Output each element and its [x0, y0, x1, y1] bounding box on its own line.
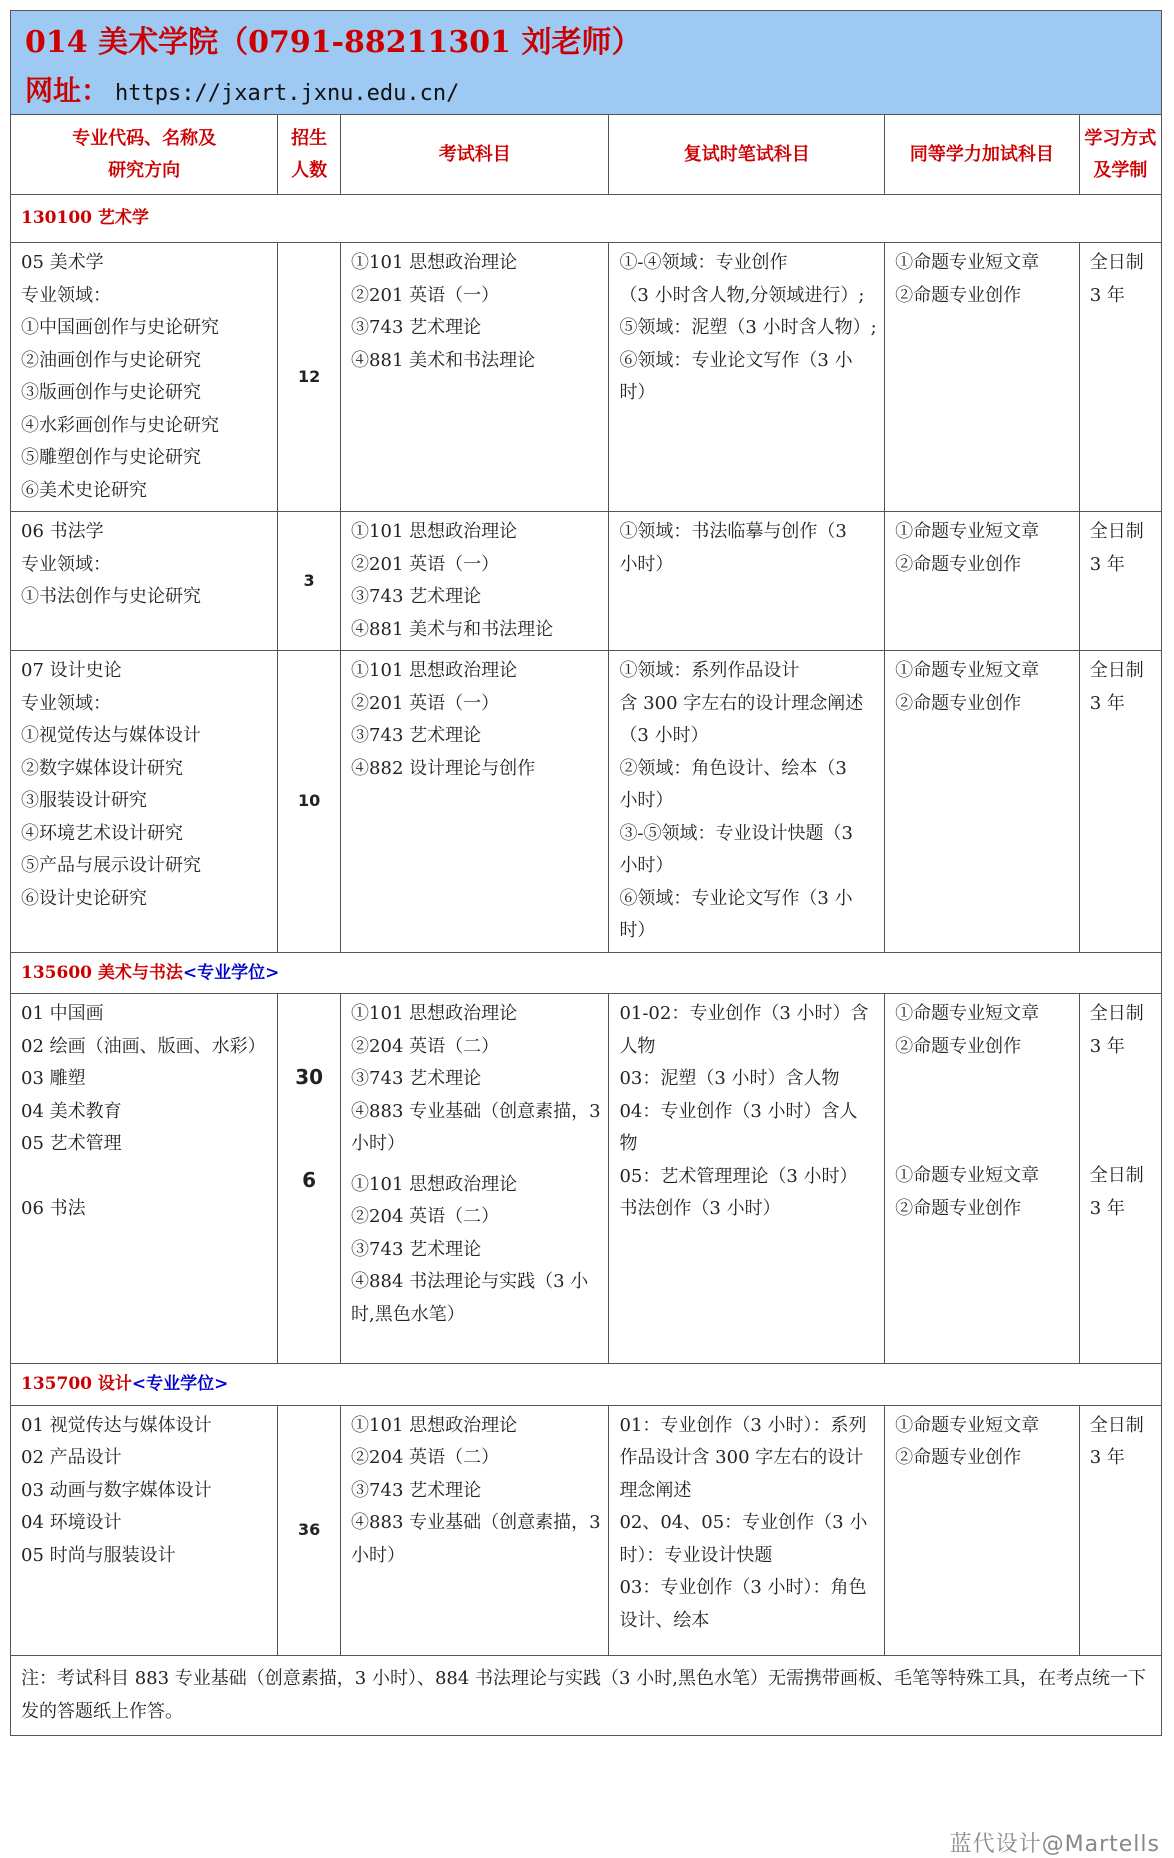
cell-line: ①101 思想政治理论 — [351, 521, 518, 542]
cell-line: ①101 思想政治理论 — [351, 1173, 518, 1195]
cell-line: ③743 艺术理论 — [351, 1068, 482, 1089]
cell-line: 设计、绘本 — [619, 1609, 710, 1631]
cell-line: 05 美术学 — [21, 252, 104, 273]
count-value-b: 6 — [302, 1167, 317, 1192]
col-header-count: 招生 人数 — [278, 115, 341, 195]
spacer — [1090, 1063, 1151, 1160]
mode-cell — [1079, 512, 1161, 651]
note-row — [11, 1655, 1162, 1735]
cell-line: 02、04、05：专业创作（3 小 — [619, 1512, 868, 1533]
cell-line: ④881 美术和书法理论 — [351, 349, 536, 371]
mode-cell — [1079, 1405, 1161, 1655]
extra-cell — [885, 243, 1080, 512]
cell-line: 01 视觉传达与媒体设计 — [21, 1414, 212, 1436]
cell-line: ⑤领域：泥塑（3 小时含人物）; — [619, 317, 877, 338]
cell-line: 01-02：专业创作（3 小时）含 — [619, 1003, 869, 1024]
table-row — [11, 512, 1162, 651]
cell-line: 全日制 — [1089, 1165, 1144, 1186]
watermark: 蓝代设计@Martells — [949, 1832, 1160, 1857]
direction-cell — [11, 243, 278, 512]
cell-line: 02 产品设计 — [21, 1447, 122, 1468]
cell-line: 3 年 — [1089, 553, 1125, 575]
direction-cell — [11, 512, 278, 651]
cell-line: 书法创作（3 小时） — [619, 1198, 781, 1219]
cell-line: 03：泥塑（3 小时）含人物 — [619, 1068, 840, 1089]
cell-line: 3 年 — [1089, 692, 1125, 714]
cell-line: ②领域：角色设计、绘本（3 — [619, 757, 847, 779]
exam-cell — [341, 1405, 609, 1655]
cell-line: 03 雕塑 — [21, 1068, 86, 1089]
cell-line: ①命题专业短文章 — [895, 521, 1040, 542]
admission-table-page — [10, 10, 1162, 1736]
cell-line: 06 书法学 — [21, 521, 104, 542]
cell-line: 03 动画与数字媒体设计 — [21, 1479, 212, 1501]
cell-line: 小时） — [619, 855, 674, 876]
cell-line: ③743 艺术理论 — [351, 725, 482, 746]
cell-line: 时） — [619, 920, 656, 941]
cell-line: ①101 思想政治理论 — [351, 252, 518, 273]
cell-line: 06 书法 — [21, 1197, 86, 1219]
count-cell: 12 — [278, 243, 341, 512]
cell-line: ②命题专业创作 — [895, 1035, 1022, 1057]
count-cell: 3 — [278, 512, 341, 651]
table-row — [11, 651, 1162, 953]
cell-line: ⑥领域：专业论文写作（3 小 — [619, 887, 853, 909]
cell-line: ④882 设计理论与创作 — [351, 757, 536, 779]
cell-line: ③-⑤领域：专业设计快题（3 — [619, 822, 853, 844]
cell-line: 小时） — [619, 790, 674, 811]
school-header — [10, 10, 1162, 114]
cell-line: ③743 艺术理论 — [351, 1238, 482, 1260]
cell-line: ②油画创作与史论研究 — [21, 349, 201, 371]
cell-line: 小时） — [351, 1544, 406, 1566]
school-title: 014 美术学院（0791-88211301 刘老师） — [25, 25, 642, 60]
retest-cell — [609, 512, 885, 651]
cell-line: ①101 思想政治理论 — [351, 1414, 518, 1436]
cell-line: ③743 艺术理论 — [351, 586, 482, 607]
cell-line: ⑥设计史论研究 — [21, 887, 147, 909]
cell-line: 05 时尚与服装设计 — [21, 1544, 176, 1566]
cell-line: 01：专业创作（3 小时）：系列 — [619, 1414, 867, 1436]
cell-line: ①书法创作与史论研究 — [21, 586, 201, 607]
exam-cell — [341, 512, 609, 651]
cell-line: ①101 思想政治理论 — [351, 1003, 518, 1024]
direction-cell — [11, 994, 278, 1364]
cell-line: ①命题专业短文章 — [895, 660, 1040, 681]
cell-line: 3 年 — [1089, 1447, 1125, 1468]
table-row — [11, 243, 1162, 512]
cell-line: 作品设计含 300 字左右的设计 — [619, 1447, 864, 1468]
cell-line: ⑥领域：专业论文写作（3 小 — [619, 349, 853, 371]
cell-line: ②204 英语（二） — [351, 1206, 500, 1227]
website-line — [25, 71, 1147, 114]
cell-line: 03：专业创作（3 小时）：角色 — [619, 1577, 867, 1598]
cell-line: ③743 艺术理论 — [351, 1479, 482, 1501]
direction-cell — [11, 651, 278, 953]
section-row — [11, 195, 1162, 243]
extra-cell — [885, 651, 1080, 953]
cell-line: 04：专业创作（3 小时）含人 — [619, 1100, 858, 1122]
count-cell: 10 — [278, 651, 341, 953]
count-value-a: 30 — [295, 1064, 324, 1089]
cell-line: ①101 思想政治理论 — [351, 660, 518, 681]
retest-cell — [609, 1405, 885, 1655]
col-header-mode: 学习方式 及学制 — [1079, 115, 1161, 195]
cell-line: 02 绘画（油画、版画、水彩） — [21, 1035, 266, 1057]
cell-line: 01 中国画 — [21, 1003, 104, 1024]
cell-line: 物 — [619, 1133, 638, 1154]
section-title: 135600 美术与书法<专业学位> — [11, 952, 1162, 994]
cell-line: 05 艺术管理 — [21, 1133, 122, 1154]
exam-cell — [341, 243, 609, 512]
cell-line: 专业领域： — [21, 553, 111, 575]
cell-line: 04 环境设计 — [21, 1512, 122, 1533]
spacer — [351, 1161, 598, 1169]
cell-line: ①视觉传达与媒体设计 — [21, 725, 201, 746]
cell-line: 全日制 — [1089, 1414, 1144, 1436]
cell-line: ⑥美术史论研究 — [21, 479, 147, 501]
col-header-retest: 复试时笔试科目 — [609, 115, 885, 195]
cell-line: ④水彩画创作与史论研究 — [21, 414, 219, 436]
cell-line: 时）：专业设计快题 — [619, 1544, 773, 1566]
extra-cell — [885, 994, 1080, 1364]
retest-cell — [609, 243, 885, 512]
cell-line: 小时） — [619, 553, 674, 575]
cell-line: ②数字媒体设计研究 — [21, 757, 183, 779]
col-header-extra: 同等学力加试科目 — [885, 115, 1080, 195]
cell-line: ①命题专业短文章 — [895, 252, 1040, 273]
cell-line: 3 年 — [1089, 1197, 1125, 1219]
cell-line: 专业领域： — [21, 692, 111, 714]
table-header-row — [11, 115, 1162, 195]
cell-line: ②204 英语（二） — [351, 1447, 500, 1468]
spacer — [895, 1063, 1069, 1160]
cell-line: ③743 艺术理论 — [351, 317, 482, 338]
cell-line: ①领域：系列作品设计 — [619, 660, 800, 681]
cell-line: 专业领域： — [21, 284, 111, 306]
cell-line: ①命题专业短文章 — [895, 1003, 1040, 1024]
cell-line: ②命题专业创作 — [895, 284, 1022, 306]
mode-cell — [1079, 243, 1161, 512]
cell-line: ①命题专业短文章 — [895, 1414, 1040, 1436]
cell-line: ②命题专业创作 — [895, 692, 1022, 714]
cell-line: ②命题专业创作 — [895, 1197, 1022, 1219]
cell-line: 人物 — [619, 1035, 656, 1057]
cell-line: 含 300 字左右的设计理念阐述 — [619, 692, 864, 714]
count-cell: 36 — [278, 1405, 341, 1655]
exam-cell — [341, 651, 609, 953]
footnote: 注：考试科目 883 专业基础（创意素描，3 小时）、884 书法理论与实践（3 小时,黑色水笔）无需携带画板、毛笔等特殊工具，在考点统一下发的答题纸上作答。 — [11, 1655, 1162, 1735]
cell-line: ①领域：书法临摹与创作（3 — [619, 521, 847, 542]
website-link[interactable]: https://jxart.jxnu.edu.cn/ — [115, 81, 460, 106]
cell-line: 小时） — [351, 1133, 406, 1154]
section-row — [11, 952, 1162, 994]
cell-line: ②命题专业创作 — [895, 553, 1022, 575]
section-row — [11, 1364, 1162, 1406]
cell-line: ①-④领域：专业创作 — [619, 252, 788, 273]
cell-line: 时,黑色水笔） — [351, 1303, 465, 1325]
table-row — [11, 1405, 1162, 1655]
cell-line: ②201 英语（一） — [351, 553, 500, 575]
extra-cell — [885, 512, 1080, 651]
cell-line: 时） — [619, 382, 656, 403]
cell-line: ②201 英语（一） — [351, 692, 500, 714]
cell-line: ④环境艺术设计研究 — [21, 822, 183, 844]
cell-line: ②204 英语（二） — [351, 1035, 500, 1057]
cell-line: 3 年 — [1089, 284, 1125, 306]
cell-line: ③版画创作与史论研究 — [21, 382, 201, 403]
cell-line: ①命题专业短文章 — [895, 1165, 1040, 1186]
cell-line: ④881 美术与和书法理论 — [351, 618, 554, 640]
cell-line: 05：艺术管理理论（3 小时） — [619, 1165, 858, 1187]
cell-line: 全日制 — [1089, 660, 1144, 681]
cell-line: 全日制 — [1089, 521, 1144, 542]
section-title: 130100 艺术学 — [11, 195, 1162, 243]
cell-line: ④883 专业基础（创意素描，3 — [351, 1512, 601, 1533]
col-header-exams: 考试科目 — [341, 115, 609, 195]
retest-cell — [609, 651, 885, 953]
cell-line: ④883 专业基础（创意素描，3 — [351, 1100, 601, 1122]
mode-cell — [1079, 994, 1161, 1364]
mode-cell — [1079, 651, 1161, 953]
spacer — [21, 1161, 267, 1193]
direction-cell — [11, 1405, 278, 1655]
cell-line: 3 年 — [1089, 1035, 1125, 1057]
cell-line: 全日制 — [1089, 252, 1144, 273]
count-cell — [278, 994, 341, 1364]
extra-cell — [885, 1405, 1080, 1655]
cell-line: 07 设计史论 — [21, 660, 122, 681]
cell-line: 理念阐述 — [619, 1479, 692, 1501]
col-header-program: 专业代码、名称及 研究方向 — [11, 115, 278, 195]
section-title: 135700 设计<专业学位> — [11, 1364, 1162, 1406]
cell-line: ④884 书法理论与实践（3 小 — [351, 1271, 589, 1292]
cell-line: 全日制 — [1089, 1003, 1144, 1024]
website-label: 网址： — [25, 74, 110, 107]
cell-line: ⑤雕塑创作与史论研究 — [21, 447, 201, 468]
cell-line: ①中国画创作与史论研究 — [21, 317, 219, 338]
cell-line: （3 小时含人物,分领域进行）; — [619, 284, 865, 306]
retest-cell — [609, 994, 885, 1364]
program-table — [10, 114, 1162, 1736]
cell-line: ③服装设计研究 — [21, 790, 147, 811]
cell-line: （3 小时） — [619, 725, 709, 746]
table-row — [11, 994, 1162, 1364]
cell-line: ②命题专业创作 — [895, 1447, 1022, 1468]
cell-line: ②201 英语（一） — [351, 284, 500, 306]
exam-cell — [341, 994, 609, 1364]
cell-line: 04 美术教育 — [21, 1100, 122, 1122]
cell-line: ⑤产品与展示设计研究 — [21, 855, 201, 876]
